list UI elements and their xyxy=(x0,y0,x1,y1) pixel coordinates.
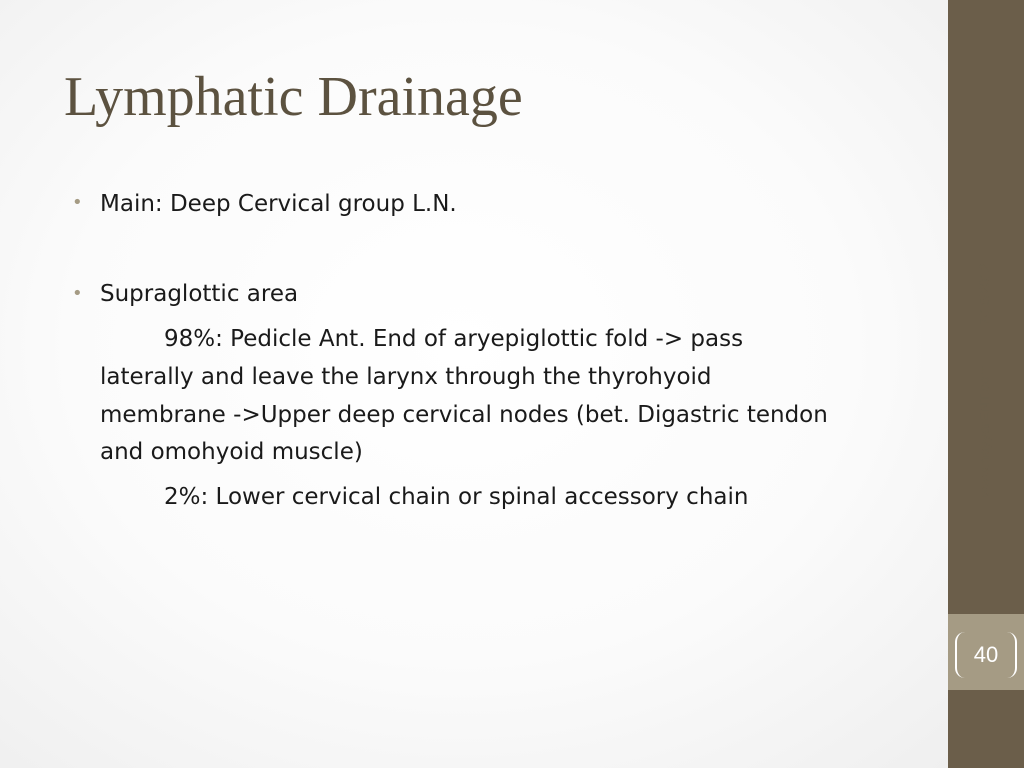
bullet-main: Main: Deep Cervical group L.N. xyxy=(100,191,457,217)
bullet-marker: • xyxy=(72,283,83,304)
supraglottic-line-4: and omohyoid muscle) xyxy=(100,439,363,465)
supraglottic-line-1: 98%: Pedicle Ant. End of aryepiglottic fold -> pass xyxy=(164,326,744,352)
bullet-supraglottic: Supraglottic area xyxy=(100,281,299,307)
slide-date: 7/15/2012 xyxy=(976,262,992,326)
supraglottic-line-3: membrane ->Upper deep cervical nodes (bet. Digastric tendon xyxy=(100,402,828,428)
supraglottic-line-2: laterally and leave the larynx through the thyrohyoid xyxy=(100,364,712,390)
page-number: 40 xyxy=(973,642,999,667)
slide-title: Lymphatic Drainage xyxy=(64,66,523,128)
supraglottic-line-5: 2%: Lower cervical chain or spinal accessory chain xyxy=(164,484,749,510)
website-footer: www.nayyarENT.com xyxy=(976,364,992,498)
bullet-marker: • xyxy=(72,192,83,213)
